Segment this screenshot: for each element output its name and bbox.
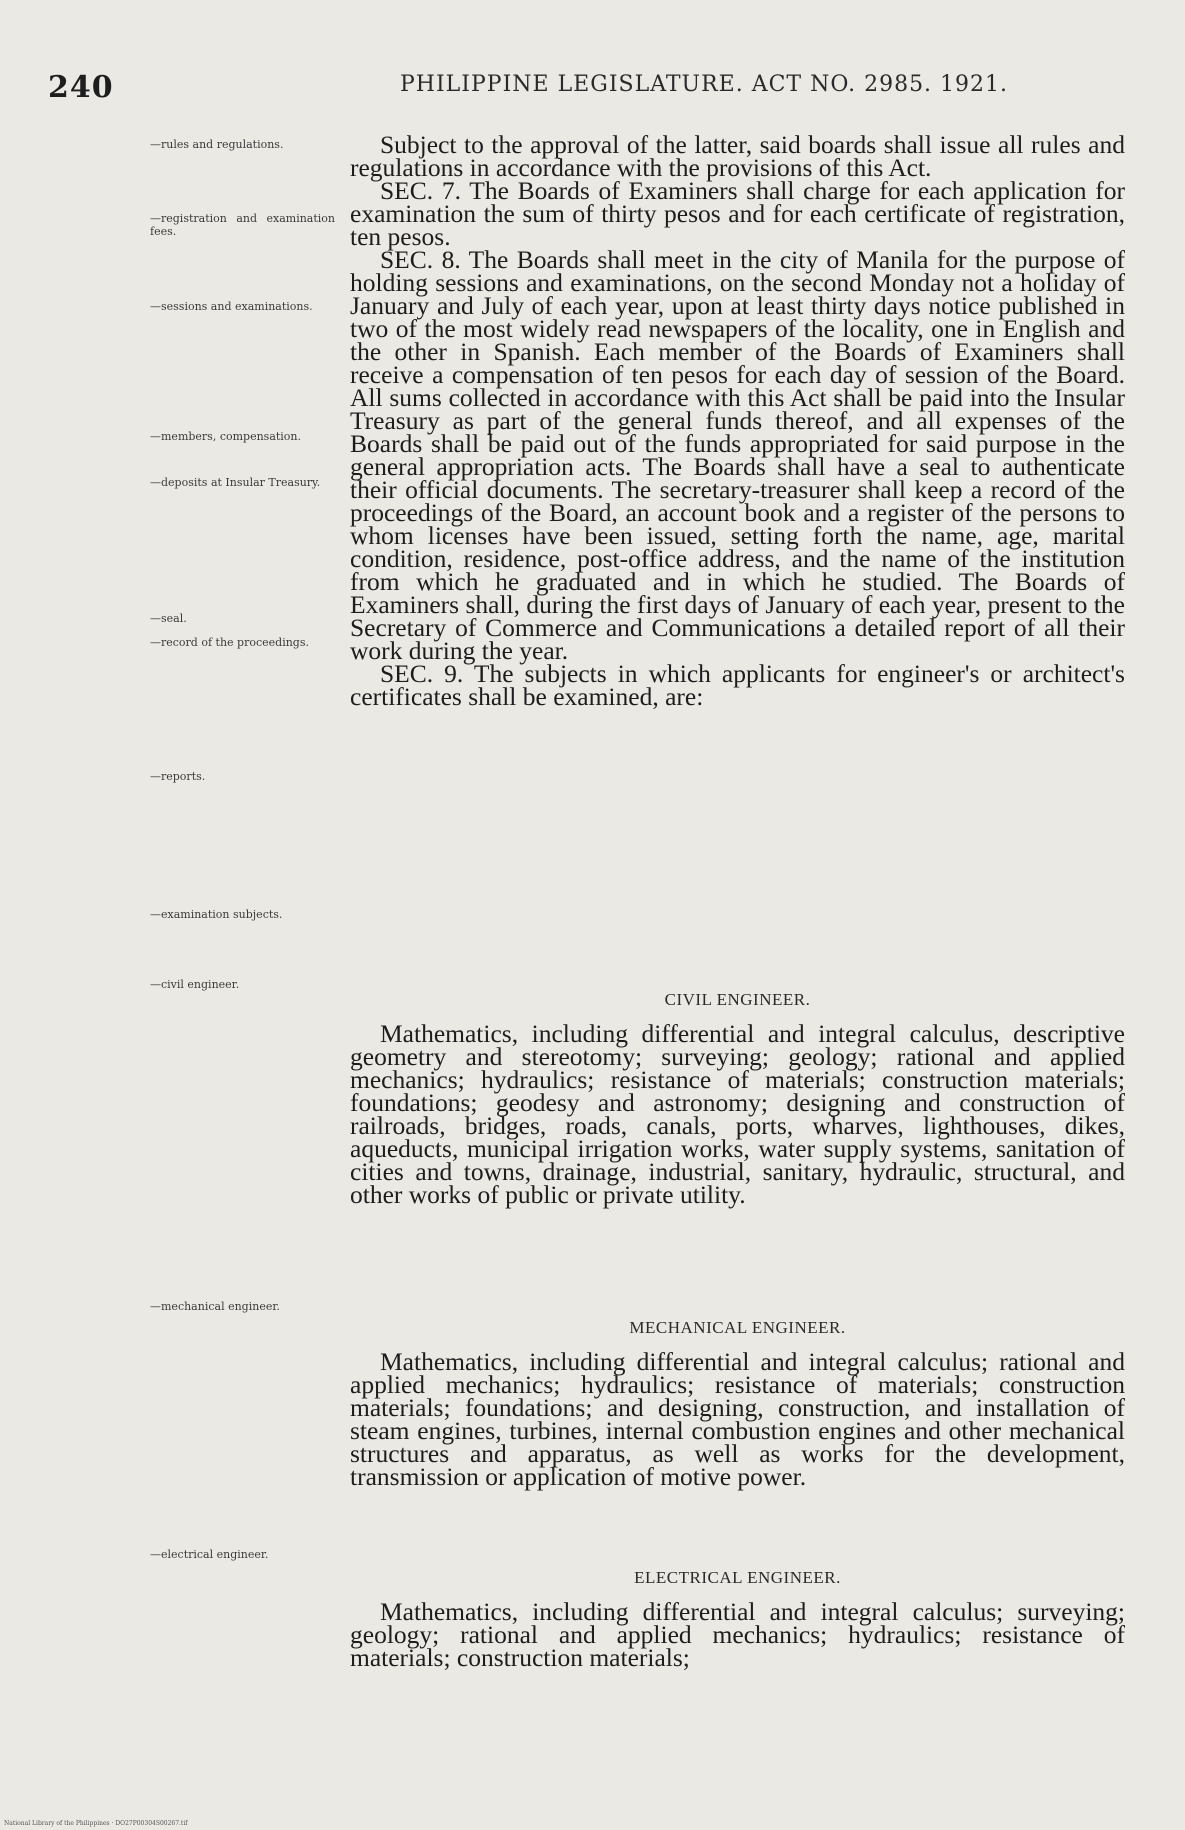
running-head: PHILIPPINE LEGISLATURE. ACT NO. 2985. 1921. [400,72,1009,97]
margin-note-fees: —registration and examination fees. [150,212,335,238]
sec-7-text: The Boards of Examiners shall charge for each application for examination the sum of thirty pesos and for each certificate of registration, ten pesos. [350,176,1125,251]
margin-note-reports: —reports. [150,770,206,783]
paragraph-sec-9 [350,659,1125,711]
margin-note-members: —members, compensation. [150,430,302,443]
margin-note-subjects: —examination subjects. [150,908,283,921]
sec-8-label: SEC. 8. [380,245,461,274]
margin-note-deposits: —deposits at Insular Treasury. [150,476,321,489]
sec-7-label: SEC. 7. [380,176,461,205]
mechanical-engineer-subjects: Mathematics, including differential and integral calculus; rational and applied mechanics; hydraulics; resistance of materials; construction materials; foundations; and designing, construction, and installation of steam engines, turbines, internal combustion engines and other mechanical structures and apparatus, as well as works for the development, transmission or application of motive power. [350,1347,1125,1491]
paragraph-sec-7 [350,176,1125,251]
civil-engineer-subjects: Mathematics, including differential and integral calculus, descriptive geometry and stereotomy; surveying; geology; rational and applied mechanics; hydraulics; resistance of materials; construction materials; foundations; geodesy and astronomy; designing and construction of railroads, bridges, roads, canals, ports, wharves, lighthouses, dikes, aqueducts, municipal irrigation works, water supply systems, sanitation of cities and towns, drainage, industrial, sanitary, hydraulic, structural, and other works of public or private utility. [350,1019,1125,1209]
heading-electrical-engineer: ELECTRICAL ENGINEER. [634,1568,841,1587]
margin-note-rules: —rules and regulations. [150,138,284,151]
page-number: 240 [48,70,114,105]
heading-civil-engineer: CIVIL ENGINEER. [664,990,811,1009]
paragraph-rules: Subject to the approval of the latter, said boards shall issue all rules and regulations in accordance with the provisions of this Act. [350,130,1125,182]
paragraph-sec-8 [350,245,1125,665]
margin-note-record: —record of the proceedings. [150,636,309,649]
sec-9-label: SEC. 9. [380,659,464,688]
electrical-engineer-subjects: Mathematics, including differential and integral calculus; surveying; geology; rational and applied mechanics; hydraulics; resistance of materials; construction materials; [350,1597,1125,1672]
margin-note-sessions: —sessions and examinations. [150,300,313,313]
sec-9-text: The subjects in which applicants for engineer's or architect's certificates shall be examined, are: [350,659,1125,711]
margin-note-mechanical: —mechanical engineer. [150,1300,280,1313]
margin-note-seal: —seal. [150,612,187,625]
margin-note-electrical: —electrical engineer. [150,1548,269,1561]
sec-8-text: The Boards shall meet in the city of Manila for the purpose of holding sessions and examinations, on the second Monday not a holiday of January and July of each year, upon at least thirty days notice published in two of the most widely read newspapers of the locality, one in English and the other in Spanish. Each member of the Boards of Examiners shall receive a compensation of ten pesos for each day of session of the Board. All sums collected in accordance with this Act shall be paid into the Insular Treasury as part of the general funds thereof, and all expenses of the Boards shall be paid out of the funds appropriated for said purpose in the general appropriation acts. The Boards shall have a seal to authenticate their official documents. The secretary-treasurer shall keep a record of the proceedings of the Board, an account book and a register of the persons to whom licenses have been issued, setting forth the name, age, marital condition, residence, post-office address, and the name of the institution from which he graduated and in which he studied. The Boards of Examiners shall, during the first days of January of each year, present to the Secretary of Commerce and Communications a detailed report of all their work during the year. [350,245,1125,665]
heading-mechanical-engineer: MECHANICAL ENGINEER. [629,1318,846,1337]
scan-credit: National Library of the Philippines · DO27P00304S00267.tif [4,1820,188,1827]
body-upper [350,130,1125,711]
margin-note-civil: —civil engineer. [150,978,240,991]
